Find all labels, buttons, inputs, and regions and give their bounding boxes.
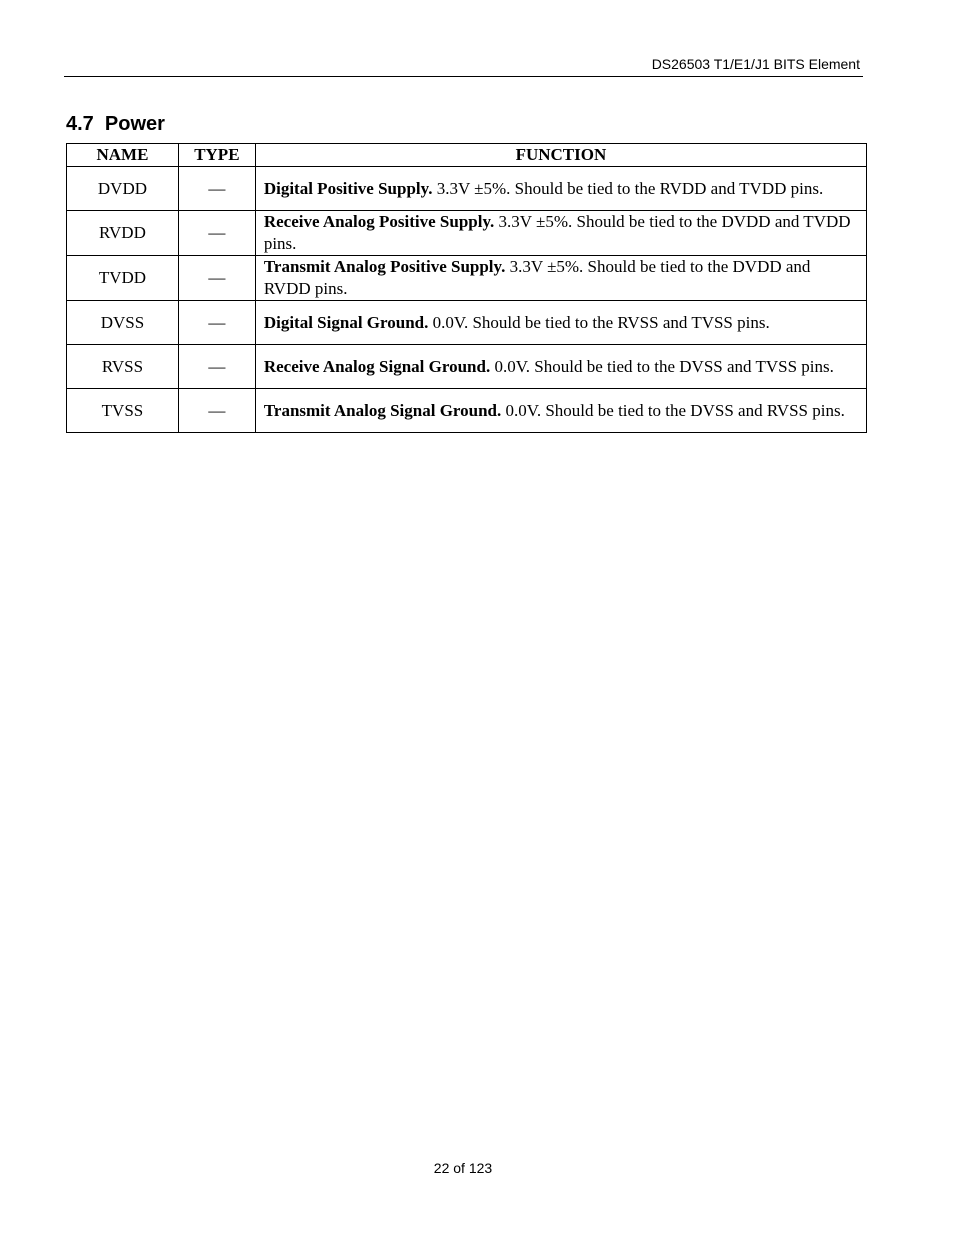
pin-type: — <box>178 211 255 256</box>
pin-name: DVDD <box>67 167 179 211</box>
pin-function-title: Transmit Analog Signal Ground. <box>263 400 502 420</box>
pin-name: TVSS <box>67 389 179 433</box>
pin-name: TVDD <box>67 256 179 301</box>
pin-function-text: 0.0V. Should be tied to the RVSS and TVSS pins. <box>428 312 770 332</box>
table-row <box>67 167 867 211</box>
pin-function-text: 3.3V ±5%. Should be tied to the DVDD and RVDD pins. <box>263 257 811 298</box>
pin-function <box>255 167 866 211</box>
column-header-name: NAME <box>67 144 179 167</box>
pin-function-title: Receive Analog Positive Supply. <box>263 212 495 231</box>
pin-type: — <box>178 345 255 389</box>
table-row <box>67 345 867 389</box>
pin-function-title: Receive Analog Signal Ground. <box>263 356 491 376</box>
pin-type: — <box>178 301 255 345</box>
pin-name: RVDD <box>67 211 179 256</box>
pin-function-title: Digital Positive Supply. <box>263 178 433 198</box>
document-header-title: DS26503 T1/E1/J1 BITS Element <box>651 56 860 72</box>
column-header-type: TYPE <box>178 144 255 167</box>
power-pin-table <box>66 143 867 433</box>
section-title: 4.7 Power <box>66 113 165 135</box>
table-row <box>67 211 867 256</box>
page-number: 22 of 123 <box>433 1160 493 1176</box>
pin-name: RVSS <box>67 345 179 389</box>
pin-function <box>255 211 866 256</box>
column-header-function: FUNCTION <box>255 144 866 167</box>
pin-function <box>255 345 866 389</box>
table-row <box>67 256 867 301</box>
table-row <box>67 389 867 433</box>
pin-function-title: Transmit Analog Positive Supply. <box>263 257 506 276</box>
pin-type: — <box>178 389 255 433</box>
pin-type: — <box>178 167 255 211</box>
header-rule <box>64 76 863 77</box>
pin-function-title: Digital Signal Ground. <box>263 312 429 332</box>
pin-function <box>255 301 866 345</box>
pin-function-text: 0.0V. Should be tied to the DVSS and TVSS pins. <box>490 356 834 376</box>
pin-type: — <box>178 256 255 301</box>
pin-function <box>255 256 866 301</box>
pin-function-text: 3.3V ±5%. Should be tied to the DVDD and TVDD pins. <box>263 212 851 253</box>
pin-function <box>255 389 866 433</box>
pin-function-text: 0.0V. Should be tied to the DVSS and RVSS pins. <box>501 400 845 420</box>
pin-function-text: 3.3V ±5%. Should be tied to the RVDD and TVDD pins. <box>432 178 824 198</box>
table-row <box>67 301 867 345</box>
pin-name: DVSS <box>67 301 179 345</box>
table-header-row <box>67 144 867 167</box>
